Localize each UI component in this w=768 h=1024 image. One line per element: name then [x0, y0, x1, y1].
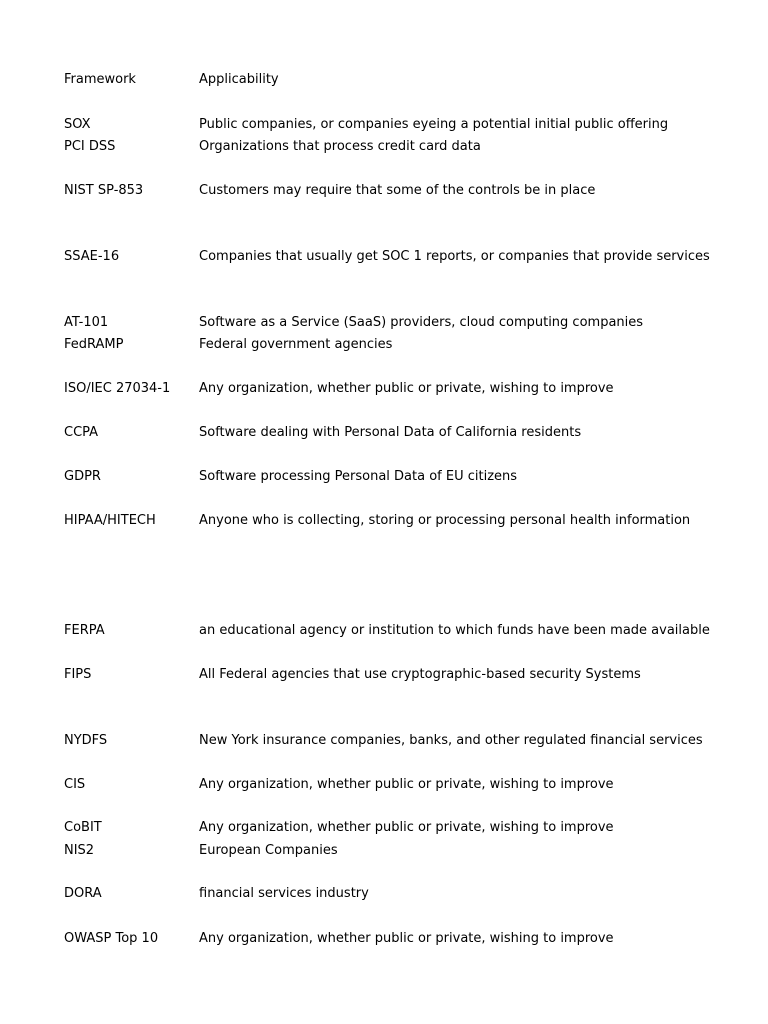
applicability-cell: Anyone who is collecting, storing or processing personal health information — [199, 513, 691, 528]
framework-cell: ISO/IEC 27034-1 — [64, 381, 171, 396]
applicability-cell: Any organization, whether public or private, wishing to improve — [199, 820, 614, 835]
framework-cell: DORA — [64, 886, 102, 901]
header-framework: Framework — [64, 72, 136, 87]
applicability-cell: Federal government agencies — [199, 337, 393, 352]
applicability-cell: Any organization, whether public or private, wishing to improve — [199, 931, 614, 946]
framework-cell: SSAE-16 — [64, 249, 120, 264]
applicability-cell: Public companies, or companies eyeing a potential initial public offering — [199, 117, 669, 132]
framework-cell: FedRAMP — [64, 337, 124, 352]
applicability-cell: European Companies — [199, 843, 338, 858]
applicability-cell: Companies that usually get SOC 1 reports, or companies that provide services — [199, 249, 710, 264]
applicability-cell: Customers may require that some of the controls be in place — [199, 183, 596, 198]
framework-cell: NIST SP-853 — [64, 183, 144, 198]
framework-cell: CCPA — [64, 425, 99, 440]
applicability-cell: New York insurance companies, banks, and other regulated financial services — [199, 733, 703, 748]
applicability-cell: financial services industry — [199, 886, 369, 901]
applicability-cell: Software as a Service (SaaS) providers, cloud computing companies — [199, 315, 644, 330]
applicability-cell: All Federal agencies that use cryptographic-based security Systems — [199, 667, 641, 682]
applicability-cell: Organizations that process credit card data — [199, 139, 481, 154]
framework-cell: CIS — [64, 777, 86, 792]
framework-cell: NYDFS — [64, 733, 108, 748]
framework-cell: CoBIT — [64, 820, 102, 835]
framework-cell: SOX — [64, 117, 91, 132]
framework-cell: FIPS — [64, 667, 92, 682]
framework-cell: OWASP Top 10 — [64, 931, 159, 946]
framework-cell: FERPA — [64, 623, 105, 638]
framework-cell: GDPR — [64, 469, 101, 484]
applicability-cell: Any organization, whether public or private, wishing to improve — [199, 381, 614, 396]
framework-cell: HIPAA/HITECH — [64, 513, 156, 528]
framework-cell: NIS2 — [64, 843, 95, 858]
applicability-cell: Software processing Personal Data of EU citizens — [199, 469, 518, 484]
framework-cell: PCI DSS — [64, 139, 116, 154]
framework-cell: AT-101 — [64, 315, 109, 330]
applicability-cell: an educational agency or institution to which funds have been made available — [199, 623, 710, 638]
applicability-cell: Software dealing with Personal Data of California residents — [199, 425, 582, 440]
applicability-cell: Any organization, whether public or private, wishing to improve — [199, 777, 614, 792]
header-applicability: Applicability — [199, 72, 279, 87]
